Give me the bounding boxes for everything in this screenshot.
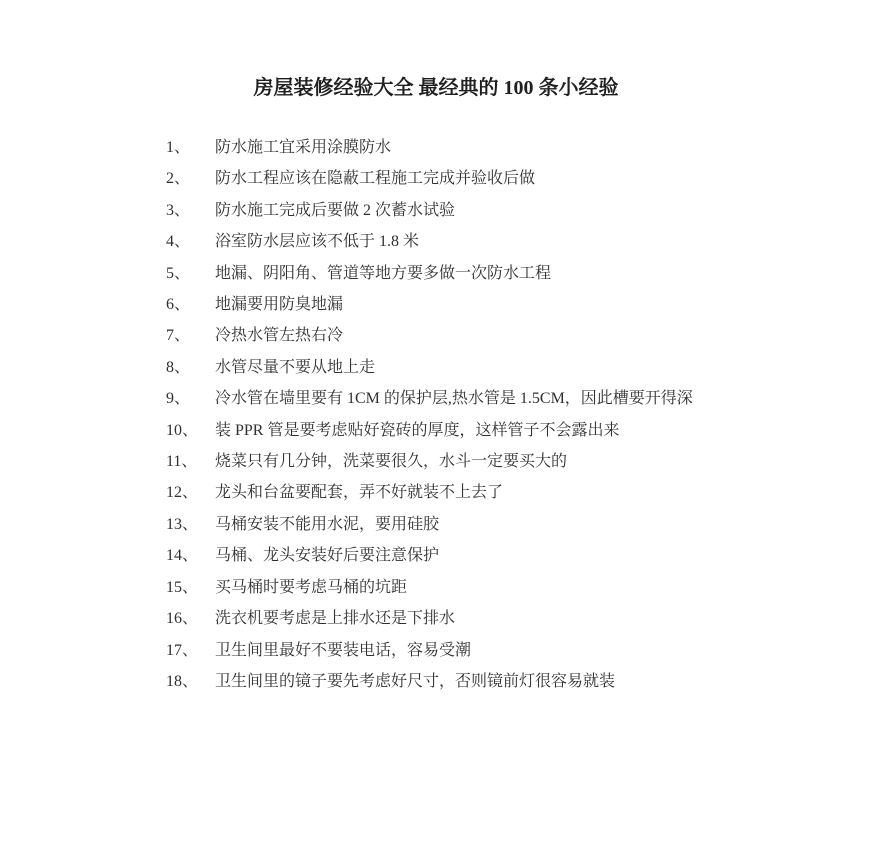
- item-number: 14、: [166, 547, 199, 565]
- list-item: [100, 415, 740, 446]
- item-text: 烧菜只有几分钟，洗菜要很久，水斗一定要买大的: [215, 453, 568, 471]
- item-number: 11、: [166, 453, 198, 471]
- item-text: 马桶、龙头安装好后要注意保护: [215, 547, 440, 565]
- list-item: [100, 352, 740, 383]
- item-text: 防水施工宜采用涂膜防水: [215, 139, 392, 156]
- item-text: 水管尽量不要从地上走: [215, 358, 376, 376]
- item-text: 龙头和台盆要配套，弄不好就装不上去了: [215, 484, 504, 502]
- item-number: 8、: [166, 358, 191, 376]
- list-item: [100, 509, 740, 540]
- list-item: [100, 477, 740, 508]
- item-text: 冷水管在墙里要有 1CM 的保护层,热水管是 1.5CM，因此槽要开得深: [215, 390, 693, 408]
- item-number: 13、: [166, 515, 199, 533]
- item-text: 马桶安装不能用水泥，要用硅胶: [215, 515, 440, 533]
- tips-list: [100, 132, 740, 697]
- item-number: 2、: [166, 170, 191, 188]
- item-text: 地漏、阴阳角、管道等地方要多做一次防水工程: [215, 264, 552, 282]
- list-item: [100, 289, 740, 320]
- list-item: [100, 603, 740, 634]
- list-item: [100, 383, 740, 414]
- list-item: [100, 132, 740, 163]
- item-number: 10、: [166, 421, 199, 439]
- item-text: 卫生间里的镜子要先考虑好尺寸，否则镜前灯很容易就装: [215, 672, 616, 690]
- item-number: 9、: [166, 390, 191, 408]
- item-text: 地漏要用防臭地漏: [215, 296, 344, 314]
- item-text: 洗衣机要考虑是上排水还是下排水: [215, 610, 456, 628]
- item-number: 5、: [166, 264, 191, 282]
- list-item: [100, 572, 740, 603]
- item-text: 卫生间里最好不要装电话，容易受潮: [215, 641, 472, 659]
- document-title: 房屋装修经验大全 最经典的 100 条小经验: [253, 77, 619, 99]
- list-item: [100, 226, 740, 257]
- item-text: 冷热水管左热右冷: [215, 327, 344, 345]
- list-item: [100, 635, 740, 666]
- item-number: 4、: [166, 233, 191, 251]
- list-item: [100, 258, 740, 289]
- item-number: 1、: [166, 139, 191, 156]
- item-number: 15、: [166, 578, 199, 596]
- item-number: 12、: [166, 484, 199, 502]
- list-item: [100, 320, 740, 351]
- item-number: 17、: [166, 641, 199, 659]
- item-text: 防水施工完成后要做 2 次蓄水试验: [215, 201, 456, 219]
- item-number: 3、: [166, 201, 191, 219]
- list-item: [100, 540, 740, 571]
- list-item: [100, 666, 740, 697]
- item-text: 装 PPR 管是要考虑贴好瓷砖的厚度，这样管子不会露出来: [215, 421, 620, 439]
- list-item: [100, 446, 740, 477]
- item-number: 18、: [166, 672, 199, 690]
- item-text: 浴室防水层应该不低于 1.8 米: [215, 233, 420, 251]
- item-text: 防水工程应该在隐蔽工程施工完成并验收后做: [215, 170, 536, 188]
- item-number: 7、: [166, 327, 191, 345]
- item-number: 6、: [166, 296, 191, 314]
- item-number: 16、: [166, 610, 199, 628]
- list-item: [100, 195, 740, 226]
- list-item: [100, 163, 740, 194]
- item-text: 买马桶时要考虑马桶的坑距: [215, 578, 408, 596]
